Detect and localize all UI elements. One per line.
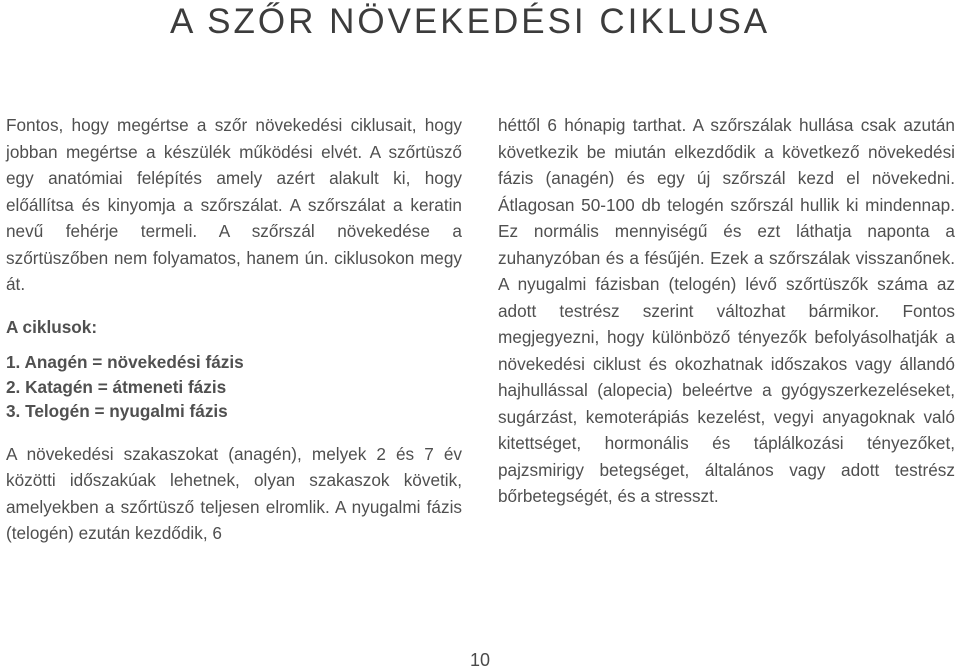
- cycles-heading: A ciklusok:: [6, 316, 98, 337]
- cycle-list: [6, 350, 462, 424]
- right-column: [498, 112, 955, 510]
- page-number: 10: [470, 650, 491, 670]
- intro-paragraph: Fontos, hogy megértse a szőr növekedési ciklusait, hogy jobban megértse a készülék működési elvét. A szőrtüsző egy anatómiai felépítés amely azért alakult ki, hogy előállítsa és kinyomja a szőrszálat. A szőrszálat a keratin nevű fehérje termeli. A szőrszál növekedése a szőrtüszőben nem folyamatos, hanem ún. ciklusokon megy át.: [6, 115, 462, 294]
- list-item-telogen: 3. Telogén = nyugalmi fázis: [6, 401, 228, 421]
- list-item-katagen: 2. Katagén = átmeneti fázis: [6, 376, 227, 397]
- page-title: A SZŐR NÖVEKEDÉSI CIKLUSA: [170, 2, 771, 41]
- outro-paragraph: A növekedési szakaszokat (anagén), melyek 2 és 7 év közötti időszakúak lehetnek, olyan szakaszok követik, amelyekben a szőrtüsző teljesen elromlik. A nyugalmi fázis (telogén) ezután kezdődik, 6: [6, 443, 462, 543]
- continuation-paragraph: héttől 6 hónapig tarthat. A szőrszálak hullása csak azután következik be miután elkezdődik a következő növekedési fázis (anagén) és egy új szőrszál kezd el növekedni. Átlagosan 50-100 db telogén szőrszál hullik ki mindennap. Ez normális mennyiségű és ezt láthatja naponta a zuhanyzóban és a fésűjén. Ezek a szőrszálak visszanőnek. A nyugalmi fázisban (telogén) lévő szőrtüszők száma az adott testrész szerint változhat bármikor. Fontos megjegyezni, hogy különböző tényezők befolyásolhatják a növekedési ciklust és okozhatnak időszakos vagy állandó hajhullással (alopecia) beleértve a gyógyszerkezeléseket, sugárzást, kemoterápiás kezelést, vegyi anyagoknak való kitettséget, hormonális és táplálkozási tényezőket, pajzsmirigy betegséget, általános vagy adott testrész bőrbetegségét, és a stresszt.: [498, 115, 955, 506]
- left-column: [6, 112, 462, 547]
- list-item-anagen: 1. Anagén = növekedési fázis: [6, 352, 244, 372]
